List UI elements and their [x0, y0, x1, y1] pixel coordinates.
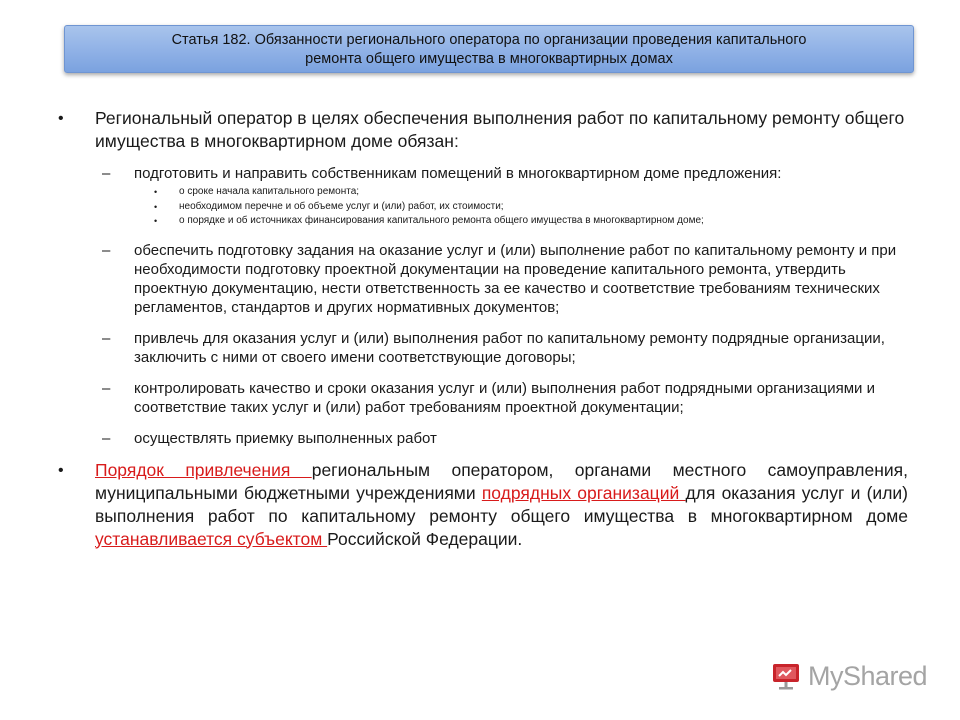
bullet-main-2-text: региональным оператором, органами местного самоуправления, муниципальными бюджетными учреждениями: [95, 459, 908, 503]
slide-body: [58, 107, 908, 551]
sub-item: [58, 164, 908, 183]
sub-sub-item: [58, 200, 908, 215]
bullet-main-1-text: Региональный оператор в целях обеспечения выполнения работ по капитальному ремонту общего имущества в многоквартирном доме обязан:: [95, 108, 905, 151]
small-bullet-icon: •: [154, 187, 158, 197]
small-bullet-icon: •: [154, 201, 158, 212]
sub-item-text: контролировать качество и сроки оказания услуг и (или) выполнения работ подрядными организациями и соответствие таких услуг и (или) работ требованиям проектной документации;: [134, 379, 875, 416]
sub-sub-item-text: необходимом перечне и об объеме услуг и (или) работ, их стоимости;: [179, 200, 504, 212]
sub-item: [58, 379, 908, 417]
highlight-contractors: подрядных организаций: [481, 482, 686, 503]
bullet-main-2: [58, 459, 908, 551]
slide-title-line-2: ремонта общего имущества в многоквартирных домах: [305, 51, 673, 67]
small-bullet-icon: •: [154, 216, 158, 226]
dash-icon: –: [102, 329, 111, 347]
bullet-dot-icon: •: [58, 461, 64, 479]
dash-icon: –: [102, 165, 111, 182]
slide-title-line-1: Статья 182. Обязанности регионального оператора по организации проведения капитального: [171, 32, 807, 48]
sub-item: [58, 329, 908, 367]
bullet-main-2-text: для оказания услуг и (или) выполнения работ по капитальному ремонту общего имущества в многоквартирном доме: [95, 482, 909, 526]
sub-sub-item-text: о порядке и об источниках финансирования капитального ремонта общего имущества в многоквартирном доме;: [179, 215, 704, 226]
dash-icon: –: [102, 429, 111, 447]
watermark-text: MyShared: [808, 660, 928, 691]
highlight-established-by-subject: устанавливается субъектом: [95, 528, 328, 549]
dash-icon: –: [102, 379, 111, 397]
sub-sub-item-text: о сроке начала капитального ремонта;: [179, 186, 360, 197]
sub-item-text: обеспечить подготовку задания на оказание услуг и (или) выполнение работ по капитальному ремонту и при необходимости подготовку проектной документации на проведение капитального ремонта, утвердить проектную документацию, нести ответственность за ее качество и соответствие требованиям технических регламентов, стандартов и других нормативных документов;: [134, 241, 897, 316]
sub-item: [58, 429, 908, 448]
sub-sub-item: [58, 185, 908, 200]
bullet-main-2-text: Российской Федерации.: [327, 528, 523, 549]
presentation-board-icon: [770, 660, 802, 692]
sub-item-text: осуществлять приемку выполненных работ: [134, 429, 437, 447]
slide-title: [64, 25, 914, 73]
bullet-dot-icon: •: [58, 110, 64, 127]
dash-icon: –: [102, 241, 111, 259]
sub-item: [58, 241, 908, 317]
sub-item-text: привлечь для оказания услуг и (или) выполнения работ по капитальному ремонту подрядные организации, заключить с ними от своего имени соответствующие договоры;: [134, 329, 885, 366]
sub-sub-item: [58, 214, 908, 229]
bullet-main-1: [58, 107, 908, 153]
highlight-procedure: Порядок привлечения: [95, 459, 312, 480]
sub-item-text: подготовить и направить собственникам помещений в многоквартирном доме предложения:: [134, 165, 782, 182]
watermark-logo: [770, 656, 930, 696]
